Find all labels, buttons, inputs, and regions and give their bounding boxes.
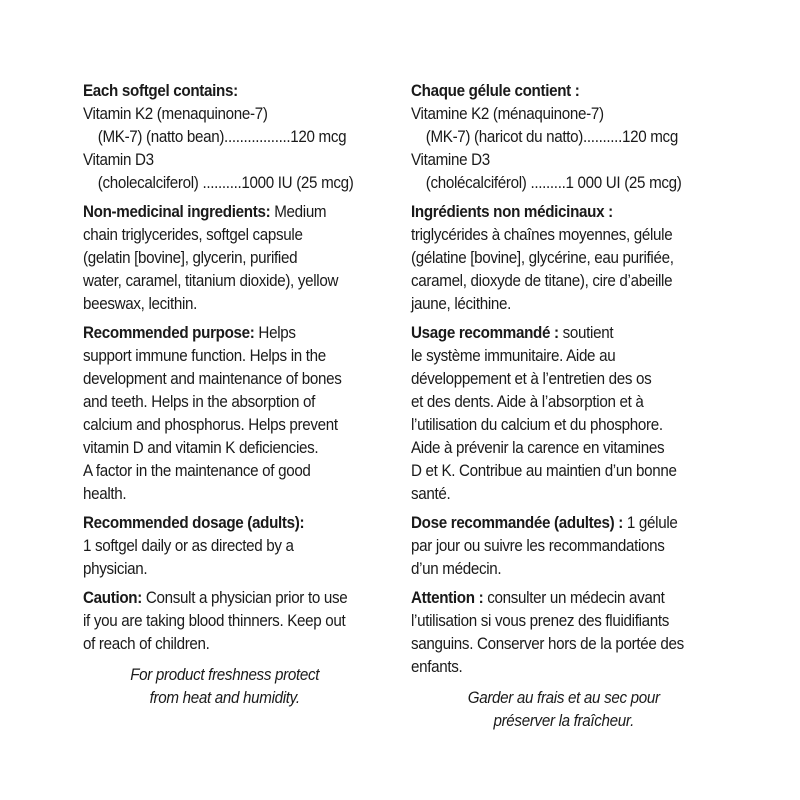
caution-line-en: if you are taking blood thinners. Keep out (83, 612, 346, 630)
nonmedicinal-section-fr (411, 201, 716, 316)
dosage-line-en: physician. (83, 560, 148, 578)
english-column (83, 80, 376, 710)
nonmedicinal-line-fr: caramel, dioxyde de titane), cire d’abeille (411, 272, 673, 290)
purpose-section-en (83, 322, 376, 506)
purpose-first-line-fr (411, 322, 716, 345)
nonmedicinal-line-en: (gelatin [bovine], glycerin, purified (83, 249, 298, 267)
purpose-section-fr (411, 322, 716, 506)
french-column (411, 80, 716, 733)
dosage-line-en: 1 softgel daily or as directed by a (83, 537, 294, 555)
purpose-text-en: Helps (254, 324, 296, 342)
purpose-line-en: vitamin D and vitamin K deficiencies. (83, 439, 319, 457)
contains-section-fr (411, 80, 716, 195)
nonmedicinal-line-fr: (gélatine [bovine], glycérine, eau purifiée, (411, 249, 674, 267)
vitamin-k2-line-fr: Vitamine K2 (ménaquinone-7) (411, 105, 604, 123)
purpose-text-fr: soutient (558, 324, 614, 342)
storage-note-line-en: from heat and humidity. (149, 689, 300, 707)
dosage-line-fr: d’un médecin. (411, 560, 502, 578)
purpose-line-fr: D et K. Contribue au maintien d’un bonne (411, 462, 677, 480)
purpose-label-en: Recommended purpose: (83, 324, 255, 342)
purpose-first-line-en (83, 322, 376, 345)
purpose-line-en: support immune function. Helps in the (83, 347, 326, 365)
caution-section-fr (411, 587, 716, 679)
contains-heading-fr: Chaque gélule contient : (411, 82, 580, 100)
dosage-section-en (83, 512, 376, 581)
dosage-line-fr: par jour ou suivre les recommandations (411, 537, 665, 555)
purpose-line-fr: l’utilisation du calcium et du phosphore. (411, 416, 663, 434)
purpose-line-en: calcium and phosphorus. Helps prevent (83, 416, 338, 434)
dosage-label-fr: Dose recommandée (adultes) : (411, 514, 624, 532)
caution-line-fr: enfants. (411, 658, 463, 676)
nonmedicinal-section-en (83, 201, 376, 316)
storage-note-line-fr: Garder au frais et au sec pour (467, 689, 660, 707)
purpose-line-en: A factor in the maintenance of good (83, 462, 311, 480)
purpose-line-fr: développement et à l’entretien des os (411, 370, 652, 388)
contains-heading-en: Each softgel contains: (83, 82, 238, 100)
caution-label-fr: Attention : (411, 589, 484, 607)
nonmedicinal-line-en: beeswax, lecithin. (83, 295, 198, 313)
dosage-label-en: Recommended dosage (adults): (83, 514, 305, 532)
vitamin-k2-line-en: Vitamin K2 (menaquinone-7) (83, 105, 268, 123)
caution-label-en: Caution: (83, 589, 142, 607)
caution-line-fr: sanguins. Conserver hors de la portée des (411, 635, 684, 653)
contains-section-en (83, 80, 376, 195)
nonmedicinal-label-fr: Ingrédients non médicinaux : (411, 203, 613, 221)
purpose-line-fr: Aide à prévenir la carence en vitamines (411, 439, 665, 457)
vitamin-d3-amount-en: (cholecalciferol) ..........1000 IU (25 mcg) (97, 174, 354, 192)
purpose-label-fr: Usage recommandé : (411, 324, 559, 342)
purpose-line-en: health. (83, 485, 127, 503)
vitamin-k2-amount-fr: (MK-7) (haricot du natto)..........120 mcg (425, 128, 678, 146)
storage-note-line-en: For product freshness protect (130, 666, 320, 684)
vitamin-d3-line-en: Vitamin D3 (83, 151, 154, 169)
vitamin-d3-line-fr: Vitamine D3 (411, 151, 490, 169)
dosage-section-fr (411, 512, 716, 581)
vitamin-d3-amount-fr: (cholécalciférol) .........1 000 UI (25 mcg) (425, 174, 682, 192)
storage-note-fr (411, 687, 716, 733)
purpose-line-fr: et des dents. Aide à l’absorption et à (411, 393, 644, 411)
purpose-line-fr: santé. (411, 485, 451, 503)
dosage-first-line-fr (411, 512, 716, 535)
caution-section-en (83, 587, 376, 656)
caution-first-line-fr (411, 587, 716, 610)
nonmedicinal-label-en: Non-medicinal ingredients: (83, 203, 271, 221)
nonmedicinal-first-line-en (83, 201, 376, 224)
storage-note-line-fr: préserver la fraîcheur. (493, 712, 634, 730)
purpose-line-en: and teeth. Helps in the absorption of (83, 393, 315, 411)
dosage-text-fr: 1 gélule (623, 514, 678, 532)
nonmedicinal-text-en: Medium (270, 203, 327, 221)
nonmedicinal-line-fr: triglycérides à chaînes moyennes, gélule (411, 226, 673, 244)
caution-line-fr: l’utilisation si vous prenez des fluidifiants (411, 612, 670, 630)
nonmedicinal-line-fr: jaune, lécithine. (411, 295, 512, 313)
purpose-line-fr: le système immunitaire. Aide au (411, 347, 616, 365)
nonmedicinal-line-en: chain triglycerides, softgel capsule (83, 226, 303, 244)
caution-text-en: Consult a physician prior to use (141, 589, 348, 607)
caution-first-line-en (83, 587, 376, 610)
caution-line-en: of reach of children. (83, 635, 210, 653)
nonmedicinal-line-en: water, caramel, titanium dioxide), yellow (83, 272, 339, 290)
purpose-line-en: development and maintenance of bones (83, 370, 342, 388)
caution-text-fr: consulter un médecin avant (483, 589, 665, 607)
vitamin-k2-amount-en: (MK-7) (natto bean).................120 mcg (97, 128, 347, 146)
storage-note-en (83, 664, 376, 710)
